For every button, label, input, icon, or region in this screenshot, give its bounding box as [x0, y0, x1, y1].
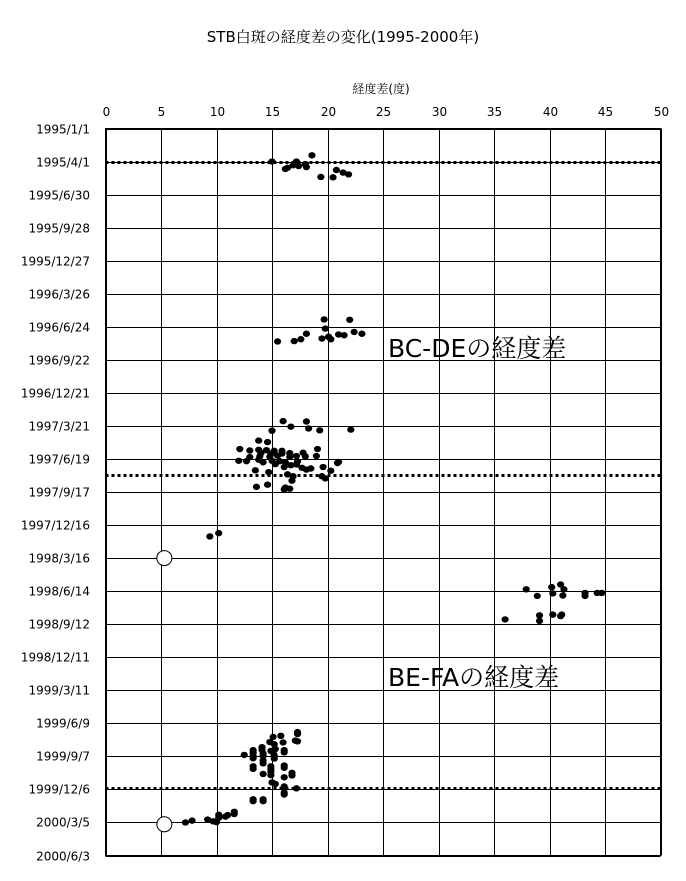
data-point [252, 467, 259, 473]
y-tick-label: 1995/4/1 [36, 155, 90, 170]
data-point [559, 592, 566, 598]
x-tick-label: 5 [157, 105, 166, 119]
data-point [281, 783, 288, 789]
data-point [329, 174, 336, 180]
data-point [303, 466, 310, 472]
data-point [303, 331, 310, 337]
data-point [231, 811, 238, 817]
data-point [318, 335, 325, 341]
data-point [288, 772, 295, 778]
y-tick-label: 1999/12/6 [28, 782, 90, 797]
data-point [303, 164, 310, 170]
x-tick-label: 50 [653, 105, 670, 119]
y-tick-label: 1995/6/30 [28, 188, 90, 203]
y-tick-label: 1995/1/1 [36, 122, 90, 137]
data-point [280, 739, 287, 745]
data-point [255, 437, 262, 443]
data-point [345, 171, 352, 177]
data-point [281, 486, 288, 492]
data-point [215, 530, 222, 536]
data-point [182, 819, 189, 825]
y-tick-label: 1998/12/11 [20, 650, 90, 665]
data-point [282, 166, 289, 172]
y-tick-label: 1998/3/16 [28, 551, 90, 566]
data-point [236, 446, 243, 452]
data-point [250, 766, 257, 772]
data-point [549, 611, 556, 617]
data-point [341, 332, 348, 338]
data-point [188, 817, 195, 823]
data-point [277, 733, 284, 739]
data-point [235, 458, 242, 464]
annotation-be-fa: BE-FAの経度差 [388, 663, 560, 692]
data-point [210, 818, 217, 824]
data-point [243, 458, 250, 464]
y-tick-label: 1999/3/11 [28, 683, 90, 698]
data-point [274, 452, 281, 458]
data-point [246, 447, 253, 453]
data-point [316, 427, 323, 433]
data-point [536, 618, 543, 624]
y-tick-label: 1996/12/21 [20, 386, 90, 401]
data-point [253, 484, 260, 490]
data-point [319, 464, 326, 470]
data-point [317, 174, 324, 180]
data-point [557, 613, 564, 619]
data-point [280, 418, 287, 424]
open-marker [157, 817, 172, 832]
data-point [260, 760, 267, 766]
data-point [281, 765, 288, 771]
data-point [297, 336, 304, 342]
data-point [358, 331, 365, 337]
y-tick-label: 1997/9/17 [28, 485, 90, 500]
data-point [333, 167, 340, 173]
data-point [321, 316, 328, 322]
data-point [314, 446, 321, 452]
data-point [291, 338, 298, 344]
data-point [351, 329, 358, 335]
y-tick-label: 1998/9/12 [28, 617, 90, 632]
data-point [303, 418, 310, 424]
data-point [267, 772, 274, 778]
data-point [294, 738, 301, 744]
data-point [308, 152, 315, 158]
y-tick-label: 1999/6/9 [36, 716, 90, 731]
annotation-bc-de: BC-DEの経度差 [388, 334, 567, 363]
data-point [281, 791, 288, 797]
y-tick-label: 1996/9/22 [28, 353, 90, 368]
data-point [322, 325, 329, 331]
data-point [281, 774, 288, 780]
data-point [293, 453, 300, 459]
data-point [313, 453, 320, 459]
data-point [327, 336, 334, 342]
y-tick-label: 1995/12/27 [20, 254, 90, 269]
data-point [268, 158, 275, 164]
data-points [157, 152, 605, 832]
data-point [549, 590, 556, 596]
data-point [294, 731, 301, 737]
data-point [206, 533, 213, 539]
data-point [260, 796, 267, 802]
data-point [288, 477, 295, 483]
data-point [327, 468, 334, 474]
data-point [347, 426, 354, 432]
x-tick-label: 45 [597, 105, 614, 119]
x-tick-label: 35 [486, 105, 503, 119]
y-tick-label: 1995/9/28 [28, 221, 90, 236]
x-tick-label: 25 [375, 105, 392, 119]
y-tick-label: 1998/6/14 [28, 584, 90, 599]
data-point [287, 423, 294, 429]
data-point [281, 749, 288, 755]
data-point [272, 781, 279, 787]
data-point [534, 593, 541, 599]
data-point [293, 785, 300, 791]
data-point [241, 752, 248, 758]
grid [106, 129, 662, 857]
data-point [222, 813, 229, 819]
data-point [502, 616, 509, 622]
data-point [523, 586, 530, 592]
data-point [305, 425, 312, 431]
data-point [322, 475, 329, 481]
chart-title: STB白斑の経度差の変化(1995-2000年) [206, 28, 480, 46]
y-tick-labels [21, 123, 90, 864]
data-point [302, 453, 309, 459]
data-point [295, 163, 302, 169]
data-point [271, 755, 278, 761]
x-tick-label: 10 [209, 105, 226, 119]
data-point [598, 590, 605, 596]
y-tick-label: 1996/3/26 [28, 287, 90, 302]
x-tick-label: 15 [264, 105, 281, 119]
data-point [581, 593, 588, 599]
x-tick-label: 20 [320, 105, 337, 119]
data-point [264, 439, 271, 445]
data-point [548, 584, 555, 590]
data-point [536, 612, 543, 618]
y-tick-label: 1997/12/16 [20, 518, 90, 533]
x-tick-label: 0 [102, 105, 111, 119]
y-tick-label: 1997/6/19 [28, 452, 90, 467]
data-point [560, 586, 567, 592]
data-point [260, 771, 267, 777]
data-point [250, 755, 257, 761]
data-point [274, 338, 281, 344]
open-marker [157, 551, 172, 566]
data-point [265, 469, 272, 475]
x-tick-label: 40 [542, 105, 559, 119]
data-point [335, 459, 342, 465]
data-point [346, 317, 353, 323]
y-tick-label: 1996/6/24 [28, 320, 90, 335]
data-point [264, 481, 271, 487]
data-point [260, 459, 267, 465]
x-axis-label: 経度差(度) [352, 82, 410, 96]
y-tick-label: 1999/9/7 [36, 749, 90, 764]
y-tick-label: 2000/6/3 [36, 849, 90, 864]
data-point [268, 427, 275, 433]
x-tick-labels [103, 105, 669, 119]
x-tick-label: 30 [431, 105, 448, 119]
data-point [286, 454, 293, 460]
y-tick-label: 1997/3/21 [28, 419, 90, 434]
data-point [281, 464, 288, 470]
data-point [250, 796, 257, 802]
y-tick-label: 2000/3/5 [36, 815, 90, 830]
